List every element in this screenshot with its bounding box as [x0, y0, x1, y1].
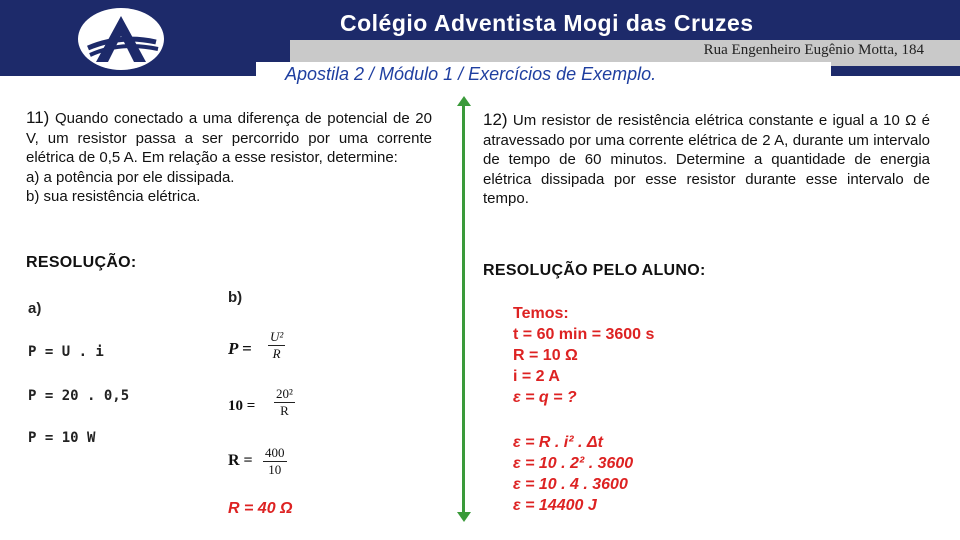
part-b-result: R = 40 Ω — [228, 500, 293, 517]
student-resolution-title: RESOLUÇÃO PELO ALUNO: — [483, 262, 706, 279]
formula1-lhs: P = — [228, 339, 252, 358]
question-text: potencial de 20 V, um resistor passa a ser percorrido por uma corrente elétrica de 0,5 A. Em relação a esse resistor, determine: — [26, 110, 432, 166]
given-time: t = 60 min = 3600 s — [513, 326, 655, 343]
divider-arrow-down-icon — [457, 512, 471, 522]
formula2-numerator: 20² — [276, 386, 293, 401]
question-11 — [26, 108, 432, 207]
formula2-lhs: 10 = — [228, 398, 256, 414]
question-number: 12) — [483, 110, 508, 129]
question-item-a: a) a potência por ele dissipada. — [26, 168, 235, 186]
part-a-line2: P = 20 . 0,5 — [28, 388, 130, 404]
formula2-fraction — [274, 386, 295, 419]
given-unknown: ε = q = ? — [513, 389, 577, 406]
question-number: 11) — [26, 108, 50, 127]
formula1-numerator: U² — [270, 329, 284, 344]
formula2-denominator: R — [280, 403, 289, 418]
question-item-b: b) sua resistência elétrica. — [26, 188, 201, 205]
question-12 — [483, 110, 930, 209]
given-title: Temos: — [513, 305, 569, 322]
school-logo-icon — [78, 8, 164, 70]
question-text: Um resistor de resistência elétrica constante e igual a 10 Ω é atravessado por uma corrente elétrica de 2 A, durante um intervalo de tempo de 60 minutos. Determine a quantidade de energia elétrica dissipada por esse resistor durante esse intervalo de tempo. — [483, 112, 930, 207]
page-title: Apostila 2 / Módulo 1 / Exercícios de Exemplo. — [285, 64, 657, 84]
formula3-fraction — [263, 445, 287, 478]
formula3-numerator: 400 — [265, 445, 285, 460]
header — [0, 0, 960, 84]
school-name: Colégio Adventista Mogi das Cruzes — [340, 10, 754, 36]
formula3-denominator: 10 — [268, 462, 282, 477]
logo-area — [6, 0, 266, 76]
formula1-denominator: R — [272, 346, 281, 361]
calc-result: ε = 14400 J — [513, 497, 597, 514]
calc-line1: ε = R . i² . Δt — [513, 434, 603, 451]
part-a-line1: P = U . i — [28, 344, 104, 360]
part-a-label: a) — [28, 300, 42, 317]
column-divider — [462, 100, 465, 518]
formula1-fraction — [268, 329, 285, 362]
given-resistance: R = 10 Ω — [513, 347, 578, 364]
question-text-line1: Quando conectado a uma diferença de — [49, 110, 322, 127]
given-current: i = 2 A — [513, 368, 560, 385]
part-a-line3: P = 10 W — [28, 430, 96, 446]
part-b-label: b) — [228, 289, 243, 306]
school-address: Rua Engenheiro Eugênio Motta, 184 — [703, 42, 924, 58]
formula3-lhs: R = — [228, 452, 253, 469]
resolution-title: RESOLUÇÃO: — [26, 254, 137, 271]
calc-line2: ε = 10 . 2² . 3600 — [513, 455, 634, 472]
calc-line3: ε = 10 . 4 . 3600 — [513, 476, 628, 493]
